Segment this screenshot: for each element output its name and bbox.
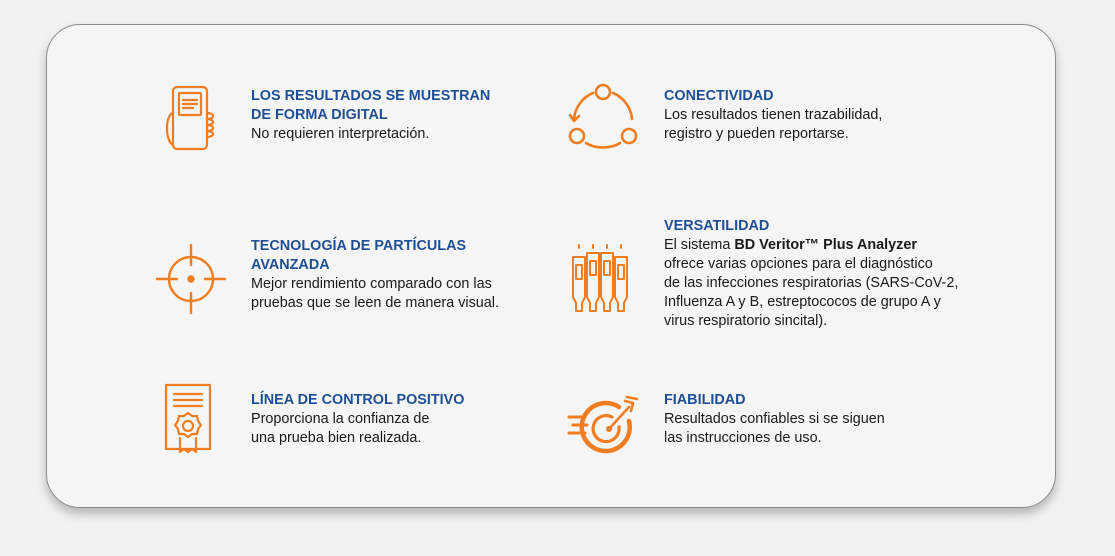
crosshair-target-icon xyxy=(153,241,223,311)
feature-title: VERSATILIDAD xyxy=(664,218,770,234)
feature-title: TECNOLOGÍA DE PARTÍCULAS AVANZADA xyxy=(251,238,467,273)
bullseye-arrow-icon xyxy=(567,389,637,459)
feature-description: ofrece varias opciones para el diagnóstico de las infecciones respiratorias (SARS-CoV-2, Influenza A y B, estreptococos de grupo A y virus respiratorio sincital). xyxy=(664,256,959,329)
feature-title: FIABILIDAD xyxy=(664,392,746,408)
features-card xyxy=(46,24,1056,508)
feature-title: CONECTIVIDAD xyxy=(664,88,774,104)
product-name: BD Veritor™ Plus Analyzer xyxy=(734,237,917,253)
feature-title: LÍNEA DE CONTROL POSITIVO xyxy=(251,392,465,408)
feature-description: No requieren interpretación. xyxy=(251,126,430,142)
feature-description-lead xyxy=(664,236,1004,255)
test-tubes-icon xyxy=(569,243,639,313)
connectivity-cycle-icon xyxy=(565,81,635,151)
certificate-icon xyxy=(163,382,233,452)
feature-description: Resultados confiables si se siguen las instrucciones de uso. xyxy=(664,411,885,446)
feature-description: Los resultados tienen trazabilidad, registro y pueden reportarse. xyxy=(664,107,883,142)
digital-results-device-icon xyxy=(159,83,229,153)
feature-description: Mejor rendimiento comparado con las pruebas que se leen de manera visual. xyxy=(251,276,499,311)
feature-description: Proporciona la confianza de una prueba bien realizada. xyxy=(251,411,430,446)
feature-title: LOS RESULTADOS SE MUESTRAN DE FORMA DIGITAL xyxy=(251,88,491,123)
feature-description-prefix: El sistema xyxy=(664,237,735,253)
